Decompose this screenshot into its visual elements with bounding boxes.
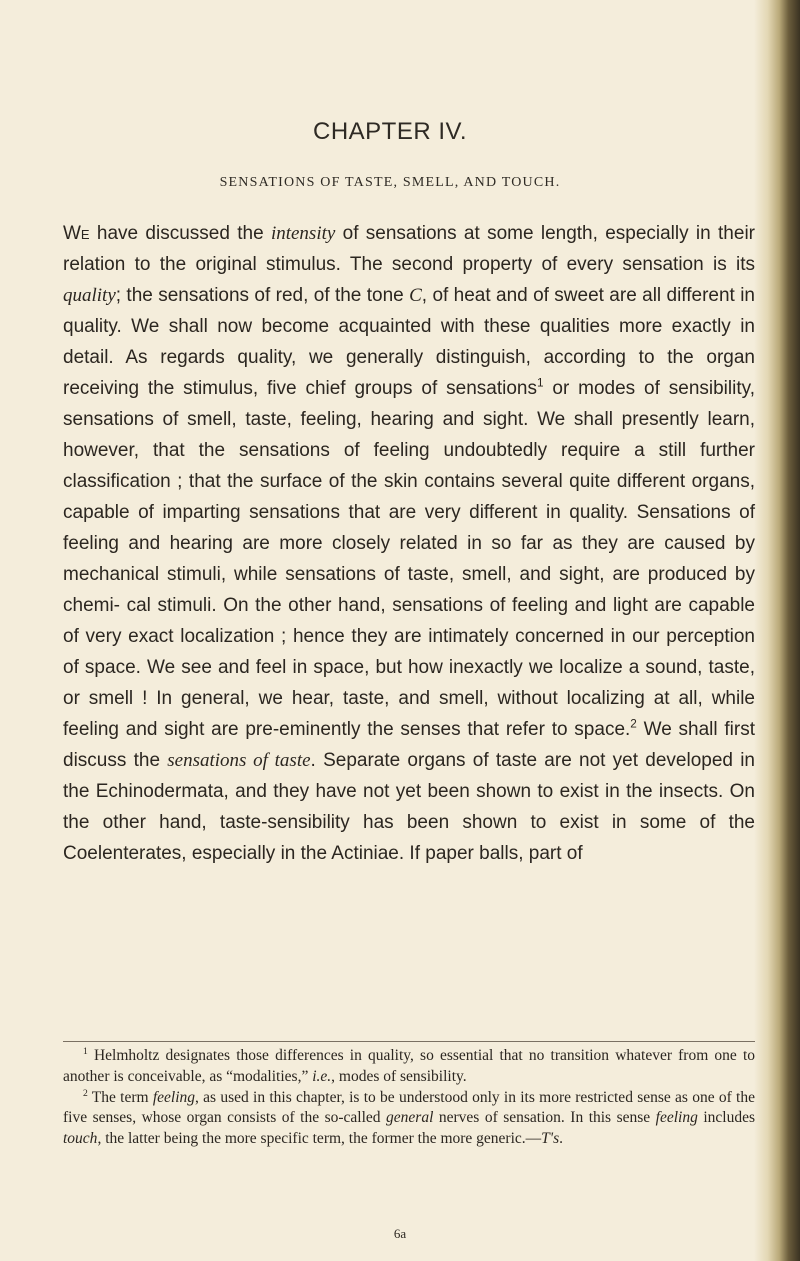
footnote-ref-1: 1 [536, 376, 544, 390]
footnote-text: . [559, 1130, 563, 1148]
chapter-title: CHAPTER IV. [313, 118, 467, 145]
footnote-text: , modes of sensibility. [331, 1067, 467, 1085]
body-text-segment: or modes of sensibility, sensations of smell, taste, feeling, hearing and sight. We shall presently learn, however, that the sensations of feeling undoubtedly require a still further classification ; that the surface of the skin contains several quite different organs, capable of imparting sensations that are very different in quality. Sensations of feeling and hearing are more closely related in so far as they are caused by mechanical stimuli, while sensations of taste, smell, and sight, are produced by chemi- cal stimuli. On the other hand, sensations of feeling and light are capable of very exact localization ; hence they are intimately concerned in our perception of space. We see and feel in space, but how inexactly we localize a sound, taste, or smell ! In general, we hear, taste, and smell, without localizing at all, while feeling and sight are pre-eminently the senses that refer to space. [63, 378, 755, 740]
footnote-emphasis: feeling [152, 1088, 196, 1106]
footnote-text: , the latter being the more specific term, the former the more generic.— [97, 1130, 542, 1148]
footnote-ref-2: 2 [630, 717, 637, 731]
footnotes [63, 1046, 755, 1150]
footnote-2 [63, 1088, 755, 1150]
emphasis-tone: C [409, 285, 422, 306]
footnote-mark-1: 1 [83, 1045, 88, 1057]
body-text-segment: of sensations at some length, especially in their relation to the original stimulus. The second property of every sensation is its [63, 223, 755, 275]
body-text-segment: , of heat and of sweet are all different in quality. We shall now become acquainted with these qualities more exactly in detail. As regards quality, we generally distinguish, according to the organ receiving the stimulus, five chief groups of sensations [63, 285, 755, 399]
body-paragraph [63, 218, 755, 869]
footnote-emphasis: touch [63, 1130, 98, 1148]
body-text-segment: have discussed the [89, 223, 271, 244]
footnote-text: , as used in this chapter, is to be understood only in its more restricted sense as one of the five senses, whose organ consists of the so-called [63, 1088, 755, 1127]
footnote-emphasis: general [386, 1109, 434, 1127]
signature-mark: 6a [393, 1226, 407, 1241]
emphasis-intensity: intensity [270, 223, 336, 244]
body-text-segment: . Separate organs of taste are not yet developed in the Echinodermata, and they have not yet been shown to exist in the insects. On the other hand, taste-sensibility has been shown to exist in some of the Coelenterates, especially in the Actiniae. If paper balls, part of [63, 750, 755, 864]
footnote-emphasis: T's [541, 1130, 560, 1148]
footnote-1 [63, 1046, 755, 1088]
footnote-divider [63, 1041, 755, 1042]
chapter-subtitle: SENSATIONS OF TASTE, SMELL, AND TOUCH. [219, 175, 561, 190]
emphasis-sensations-of-taste: sensations of taste [167, 750, 311, 771]
footnote-text: The term [87, 1088, 153, 1106]
footnote-mark-2: 2 [83, 1087, 88, 1099]
body-text-segment: We shall first discuss the [63, 719, 755, 771]
lead-word: We [63, 223, 90, 244]
footnote-text: nerves of sensation. In this sense [433, 1109, 656, 1127]
footnote-emphasis: feeling [655, 1109, 698, 1127]
footnote-text: Helmholtz designates those differences in quality, so essential that no transition whatever from one to another is conceivable, as “modalities,” [63, 1047, 755, 1085]
footnote-text: includes [697, 1109, 755, 1127]
body-text-segment: ; the sensations of red, of the tone [115, 285, 410, 306]
emphasis-quality: quality [63, 285, 116, 306]
footnote-emphasis: i.e. [312, 1067, 332, 1085]
